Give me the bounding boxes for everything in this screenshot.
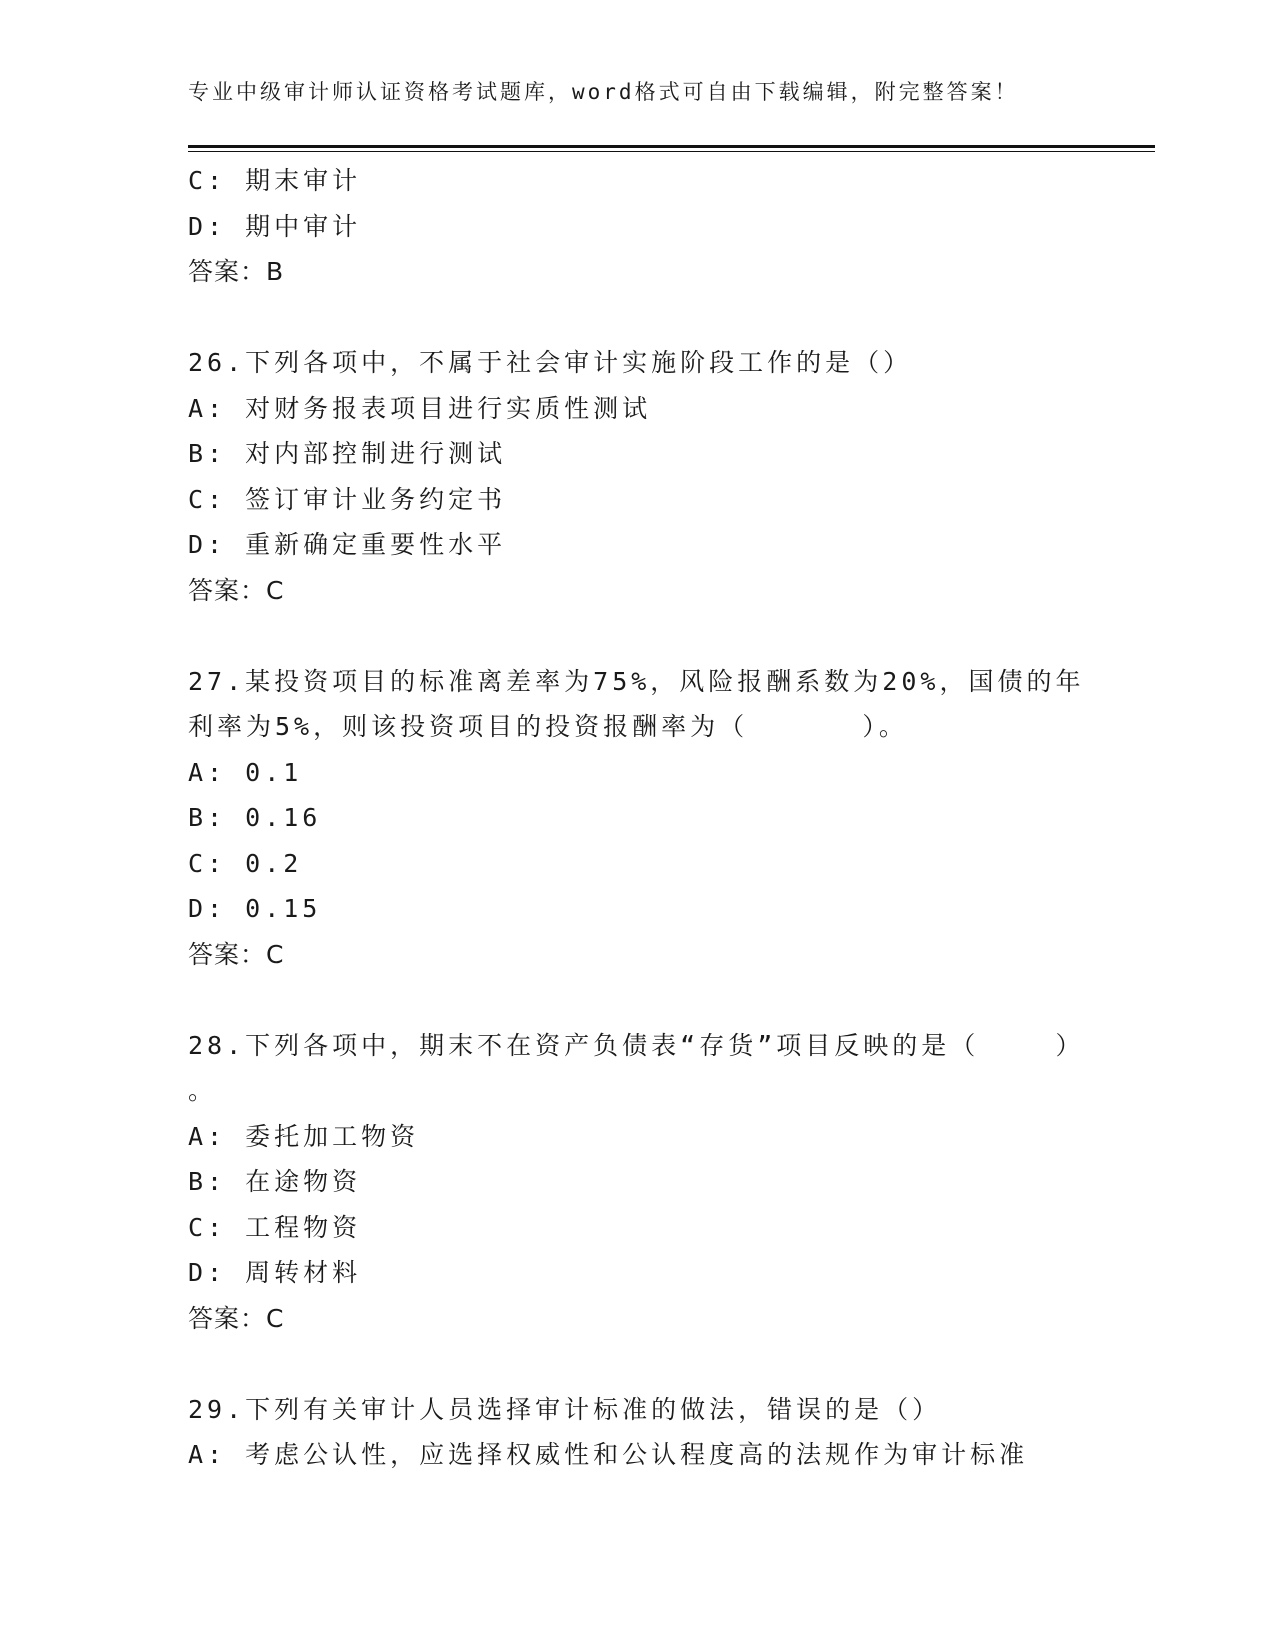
option-c: C: 期末审计 (188, 166, 362, 195)
answer-line: 答案：C (188, 575, 285, 605)
option-c: C: 0.2 (188, 848, 303, 878)
option-d: D: 0.15 (188, 894, 322, 923)
document-body (188, 158, 1155, 1478)
option-d: D: 期中审计 (188, 211, 362, 241)
question-25-tail (188, 158, 1155, 295)
option-b: B: 在途物资 (188, 1167, 362, 1196)
answer-line: 答案：B (188, 257, 285, 286)
question-27 (188, 659, 1155, 978)
header-title: 专业中级审计师认证资格考试题库，word格式可自由下载编辑，附完整答案！ (188, 80, 1019, 104)
spacer (188, 613, 1155, 659)
spacer (188, 977, 1155, 1023)
option-b: B: 对内部控制进行测试 (188, 439, 507, 468)
question-stem-continued: 利率为5%，则该投资项目的投资报酬率为（ ）。 (188, 712, 908, 741)
option-c: C: 签订审计业务约定书 (188, 484, 507, 514)
question-stem-continued: 。 (188, 1076, 218, 1105)
answer-line: 答案：C (188, 1303, 285, 1333)
spacer (188, 295, 1155, 341)
question-stem: 29.下列有关审计人员选择审计标准的做法，错误的是（） (188, 1394, 942, 1424)
question-stem: 28.下列各项中，期末不在资产负债表“存货”项目反映的是（ ） (188, 1030, 1085, 1060)
answer-line: 答案：C (188, 939, 285, 969)
spacer (188, 1341, 1155, 1387)
header-divider-thin (188, 151, 1155, 152)
option-a: A: 委托加工物资 (188, 1121, 420, 1151)
question-29 (188, 1387, 1155, 1478)
option-a: A: 考虑公认性，应选择权威性和公认程度高的法规作为审计标准 (188, 1440, 1029, 1469)
question-stem: 26.下列各项中，不属于社会审计实施阶段工作的是（） (188, 348, 913, 377)
option-c: C: 工程物资 (188, 1212, 362, 1242)
option-a: A: 0.1 (188, 757, 303, 787)
question-28 (188, 1023, 1155, 1342)
header-divider-thick (188, 145, 1155, 148)
question-stem: 27.某投资项目的标准离差率为75%，风险报酬系数为20%，国债的年 (188, 666, 1085, 696)
question-26 (188, 340, 1155, 613)
option-a: A: 对财务报表项目进行实质性测试 (188, 393, 652, 423)
option-d: D: 重新确定重要性水平 (188, 530, 507, 559)
option-b: B: 0.16 (188, 803, 322, 832)
option-d: D: 周转材料 (188, 1258, 362, 1287)
